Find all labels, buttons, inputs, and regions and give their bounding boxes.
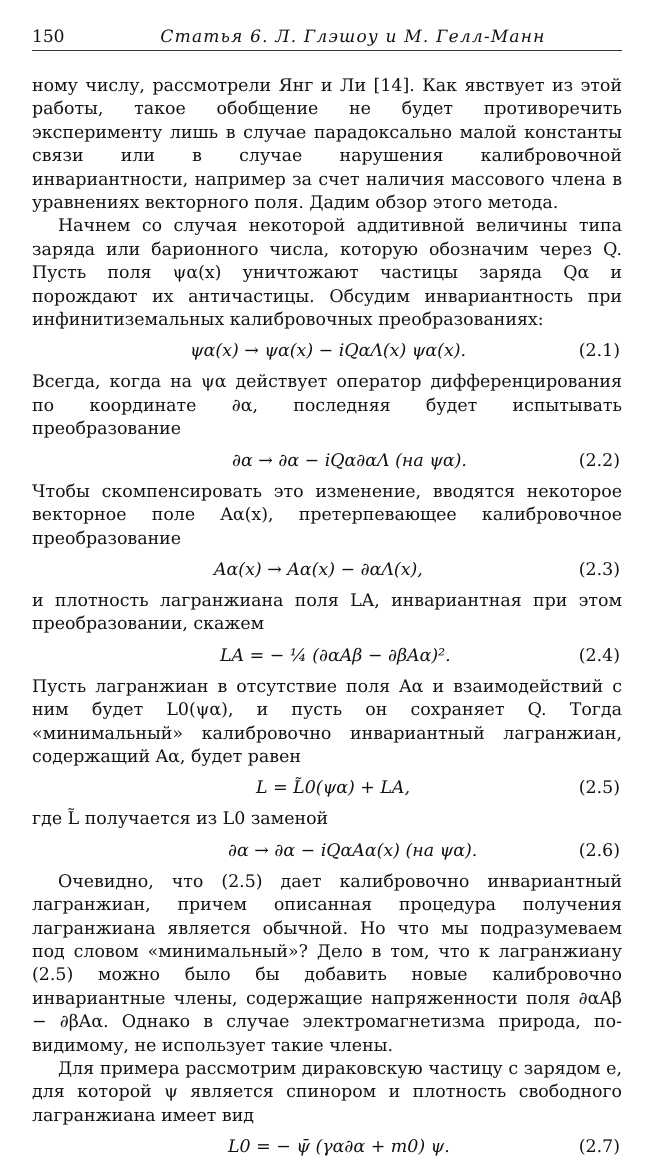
paragraph-4: Чтобы скомпенсировать это изменение, вводятся некоторое векторное поле Aα(x), претерпевающее калибровочное преобразование <box>32 481 622 549</box>
equation-number: (2.1) <box>578 341 620 362</box>
equation-formula: ∂α → ∂α − iQαAα(x) (на ψα). <box>228 840 478 861</box>
running-header <box>32 26 622 51</box>
equation-2-4 <box>32 643 622 670</box>
equation-formula: ψα(x) → ψα(x) − iQαΛ(x) ψα(x). <box>190 341 467 362</box>
equation-formula: Aα(x) → Aα(x) − ∂αΛ(x), <box>214 559 423 580</box>
paragraph-2: Начнем со случая некоторой аддитивной величины типа заряда или барионного числа, которую обозначим через Q. Пусть поля ψα(x) уничтожают частицы заряда Qα и порождают их античастицы. Обсудим инвариантность при инфинитиземальных калибровочных преобразованиях: <box>32 216 622 331</box>
equation-formula: L = L̃0(ψα) + LA, <box>256 778 411 799</box>
equation-number: (2.6) <box>578 840 620 861</box>
paragraph-6: Пусть лагранжиан в отсутствие поля Aα и взаимодействий с ним будет L0(ψα), и пусть он сохраняет Q. Тогда «минимальный» калибровочно инвариантный лагранжиан, содержащий Aα, будет равен <box>32 676 622 767</box>
paragraph-8: Очевидно, что (2.5) дает калибровочно инвариантный лагранжиан, причем описанная процедура получения лагранжиана является обычной. Но что мы подразумеваем под словом «минимальный»? Дело в том, что к лагранжиану (2.5) можно было бы добавить новые калибровочно инвариантные члены, содержащие напряженности поля ∂αAβ − ∂βAα. Однако в случае электромагнетизма природа, по-видимому, не использует такие члены. <box>32 871 622 1056</box>
equation-number: (2.5) <box>578 778 620 799</box>
equation-2-2 <box>32 448 622 475</box>
equation-number: (2.2) <box>578 450 620 471</box>
page-number: 150 <box>32 27 65 47</box>
paragraph-5: и плотность лагранжиана поля LA, инвариантная при этом преобразовании, скажем <box>32 590 622 635</box>
paragraph-7: где L̃ получается из L0 заменой <box>32 809 329 830</box>
paragraph-3: Всегда, когда на ψα действует оператор дифференцирования по координате ∂α, последняя будет испытывать преобразование <box>32 372 622 440</box>
running-title: Статья 6. Л. Глэшоу и М. Гелл-Манн <box>160 27 546 47</box>
paragraph-9: Для примера рассмотрим дираковскую частицу с зарядом e, для которой ψ является спинором и плотность свободного лагранжиана имеет вид <box>32 1059 622 1126</box>
equation-formula: ∂α → ∂α − iQα∂αΛ (на ψα). <box>232 450 467 471</box>
equation-2-1 <box>32 338 622 365</box>
equation-formula: L0 = − ψ̄ (γα∂α + m0) ψ. <box>228 1137 450 1158</box>
equation-formula: LA = − ¼ (∂αAβ − ∂βAα)². <box>220 645 451 666</box>
equation-number: (2.3) <box>578 559 620 580</box>
paragraph-1: ному числу, рассмотрели Янг и Ли [14]. Как явствует из этой работы, такое обобщение не будет противоречить эксперименту лишь в случае парадоксально малой константы связи или в случае нарушения калибровочной инвариантности, например за счет наличия массового члена в уравнениях векторного поля. Дадим обзор этого метода. <box>32 76 622 214</box>
equation-number: (2.4) <box>578 645 620 666</box>
equation-2-5 <box>32 775 622 802</box>
equation-2-7 <box>32 1134 622 1161</box>
equation-2-3 <box>32 557 622 584</box>
equation-2-6 <box>32 838 622 865</box>
equation-number: (2.7) <box>578 1137 620 1158</box>
